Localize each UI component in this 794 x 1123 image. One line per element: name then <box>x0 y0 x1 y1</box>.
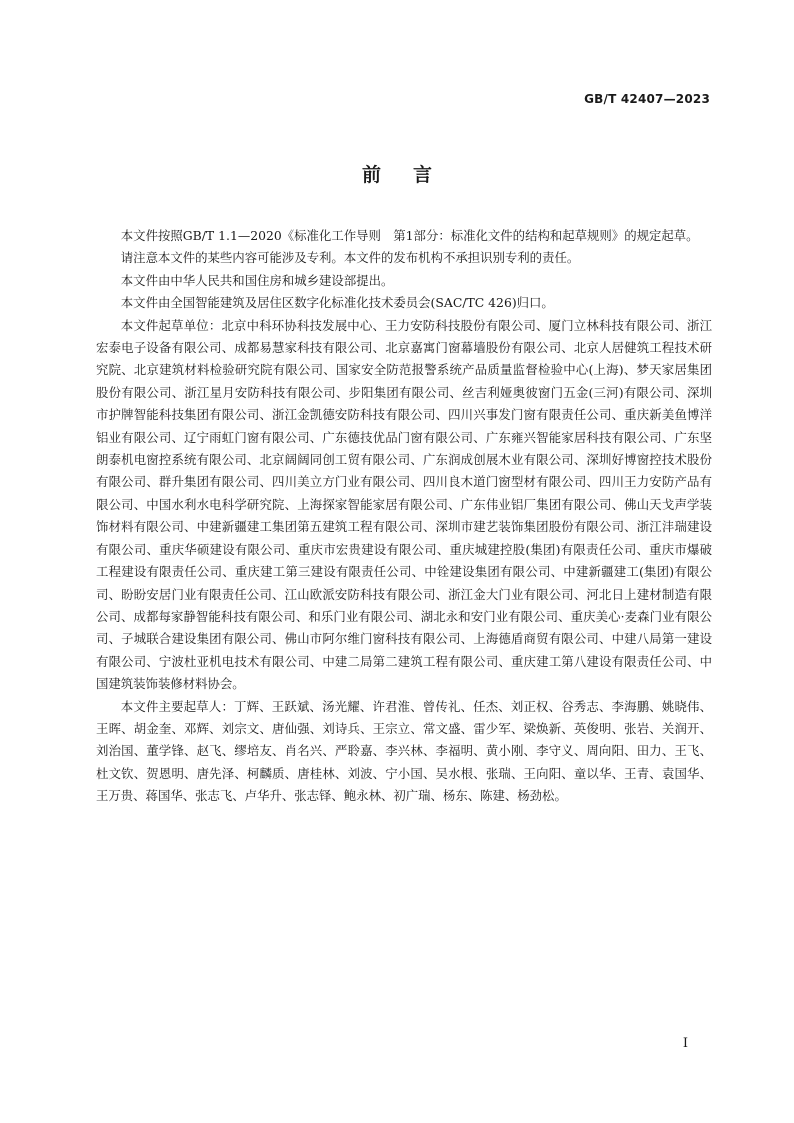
paragraph-drafting-organizations: 本文件起草单位：北京中科环协科技发展中心、王力安防科技股份有限公司、厦门立林科技有限公司、浙江宏泰电子设备有限公司、成都易慧家科技有限公司、北京嘉寓门窗幕墙股份有限公司、北京人居健筑工程技术研究院、北京建筑材料检验研究院有限公司、国家安全防范报警系统产品质量监督检验中心(上海)、梦天家居集团股份有限公司、浙江星月安防科技有限公司、步阳集团有限公司、丝吉利娅奥彼窗门五金(三河)有限公司、深圳市护牌智能科技集团有限公司、浙江金凯德安防科技有限公司、四川兴事发门窗有限责任公司、重庆新美鱼博洋铝业有限公司、辽宁雨虹门窗有限公司、广东德技优品门窗有限公司、广东雍兴智能家居科技有限公司、广东坚朗泰机电窗控系统有限公司、北京阔阔同创工贸有限公司、广东润成创展木业有限公司、深圳好博窗控技术股份有限公司、群升集团有限公司、四川美立方门业有限公司、四川良木道门窗型材有限公司、四川王力安防产品有限公司、中国水利水电科学研究院、上海探家智能家居有限公司、广东伟业铝厂集团有限公司、佛山天戈声学装饰材料有限公司、中建新疆建工集团第五建筑工程有限公司、深圳市建艺装饰集团股份有限公司、浙江沣瑞建设有限公司、重庆华硕建设有限公司、重庆市宏贵建设有限公司、重庆城建控股(集团)有限责任公司、重庆市爆破工程建设有限责任公司、重庆建工第三建设有限责任公司、中铨建设集团有限公司、中建新疆建工(集团)有限公司、盼盼安居门业有限责任公司、江山欧派安防科技有限公司、浙江金大门业有限公司、河北日上建材制造有限公司、成都每家静智能科技有限公司、和乐门业有限公司、湖北永和安门业有限公司、重庆美心·麦森门业有限公司、子城联合建设集团有限公司、佛山市阿尔维门窗科技有限公司、上海德盾商贸有限公司、中建八局第一建设有限公司、宁波杜亚机电技术有限公司、中建二局第二建筑工程有限公司、重庆建工第八建设有限责任公司、中国建筑装饰装修材料协会。 <box>96 317 712 692</box>
paragraph-committee: 本文件由全国智能建筑及居住区数字化标准化技术委员会(SAC/TC 426)归口。 <box>120 295 554 311</box>
paragraph-drafters: 本文件主要起草人：丁辉、王跃斌、汤光耀、许君淮、曾传礼、任杰、刘正权、谷秀志、李海鹏、姚晓伟、王晖、胡金奎、邓辉、刘宗文、唐仙强、刘诗兵、王宗立、常文盛、雷少军、梁焕新、英俊明、张岩、关润开、刘治国、董学锋、赵飞、缪培友、肖名兴、严聆嘉、李兴林、李福明、黄小刚、李守义、周向阳、田力、王飞、杜文钦、贺恩明、唐先泽、柯麟质、唐桂林、刘波、宁小国、吴水根、张瑞、王向阳、童以华、王青、袁国华、王万贵、蒋国华、张志飞、卢华升、张志铎、鲍永林、初广瑞、杨东、陈建、杨劲松。 <box>96 698 712 804</box>
paragraph-proposer: 本文件由中华人民共和国住房和城乡建设部提出。 <box>120 272 394 288</box>
paragraph-drafting-basis: 本文件按照GB/T 1.1—2020《标准化工作导则 第1部分：标准化文件的结构和起草规则》的规定起草。 <box>120 228 699 243</box>
page-number: I <box>682 1036 688 1051</box>
standard-code: GB/T 42407—2023 <box>584 92 710 106</box>
paragraph-patent-notice: 请注意本文件的某些内容可能涉及专利。本文件的发布机构不承担识别专利的责任。 <box>120 250 580 266</box>
page-title: 前言 <box>361 164 464 186</box>
foreword-body <box>96 225 712 808</box>
